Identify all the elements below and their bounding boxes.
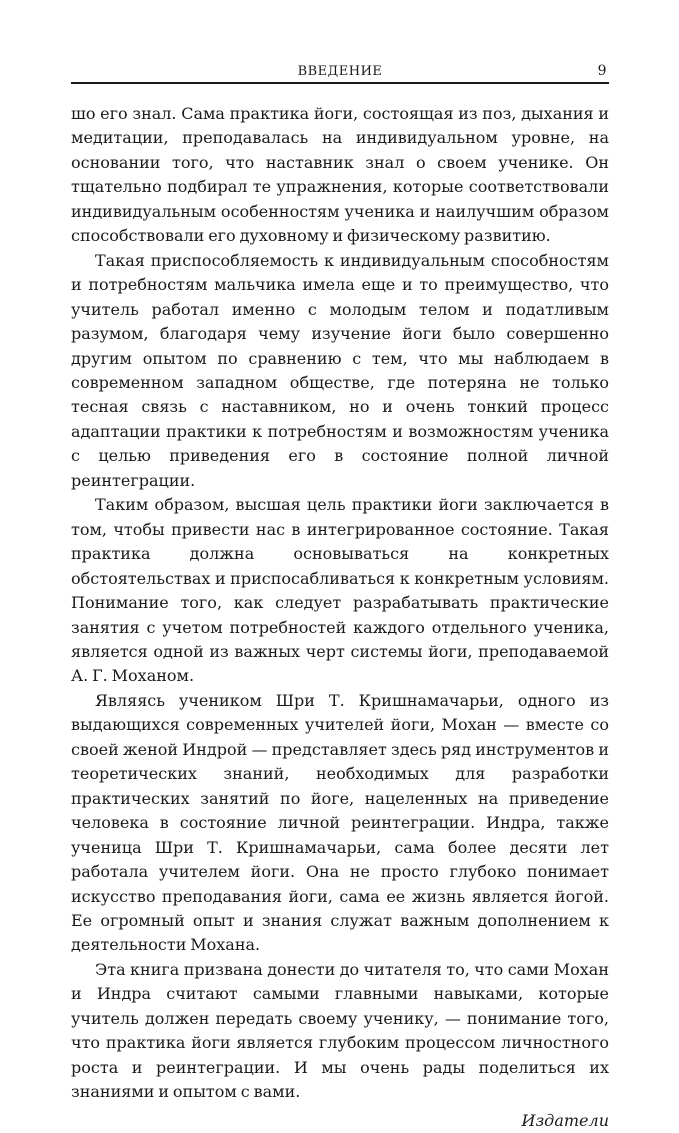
text-body <box>71 102 609 1133</box>
section-title: ВВЕДЕНИЕ <box>297 64 383 79</box>
page-number: 9 <box>597 63 607 79</box>
paragraph: Являясь учеником Шри Т. Кришнамачарьи, одного из выдающихся современных учителей йоги, Мохан — вместе со своей женой Индрой — представляет здесь ряд инструментов и теоретических знаний, необходимых для разработки практических занятий по йоге, нацеленных на приведение человека в состояние личной реинтеграции. Индра, также ученица Шри Т. Кришнамачарьи, сама более десяти лет работала учителем йоги. Она не просто глубоко понимает искусство преподавания йоги, сама ее жизнь является йогой. Ее огромный опыт и знания служат важным дополнением к деятельности Мохана. <box>71 690 609 955</box>
paragraph: Таким образом, высшая цель практики йоги заключается в том, чтобы привести нас в интегрированное состояние. Такая практика должна основываться на конкретных обстоятельствах и приспосабливаться к конкретным условиям. Понимание того, как следует разрабатывать практические занятия с учетом потребностей каждого отдельного ученика, является одной из важных черт системы йоги, преподаваемой А. Г. Моханом. <box>71 495 609 686</box>
book-page <box>71 60 609 1133</box>
running-header <box>71 60 609 84</box>
paragraph: Такая приспособляемость к индивидуальным способностям и потребностям мальчика имела еще и то преимущество, что учитель работал именно с молодым телом и податливым разумом, благодаря чему изучение йоги было совершенно другим опытом по сравнению с тем, что мы наблюдаем в современном западном обществе, где потеряна не только тесная связь с наставником, но и очень тонкий процесс адаптации практики к потребностям и возможностям ученика с целью приведения его в состояние полной личной реинтеграции. <box>71 250 609 490</box>
publisher-signature: Издатели <box>521 1110 609 1130</box>
paragraph-continued: шо его знал. Сама практика йоги, состоящая из поз, дыхания и медитации, преподавалась на индивидуальном уровне, на основании того, что наставник знал о своем ученике. Он тщательно подбирал те упражнения, которые соответствовали индивидуальным особенностям ученика и наилучшим образом способствовали его духовному и физическому развитию. <box>71 104 609 246</box>
paragraph: Эта книга призвана донести до читателя то, что сами Мохан и Индра считают самыми главными навыками, которые учитель должен передать своему ученику, — понимание того, что практика йоги является глубоким процессом личностного роста и реинтеграции. И мы очень рады поделиться их знаниями и опытом с вами. <box>71 959 609 1102</box>
